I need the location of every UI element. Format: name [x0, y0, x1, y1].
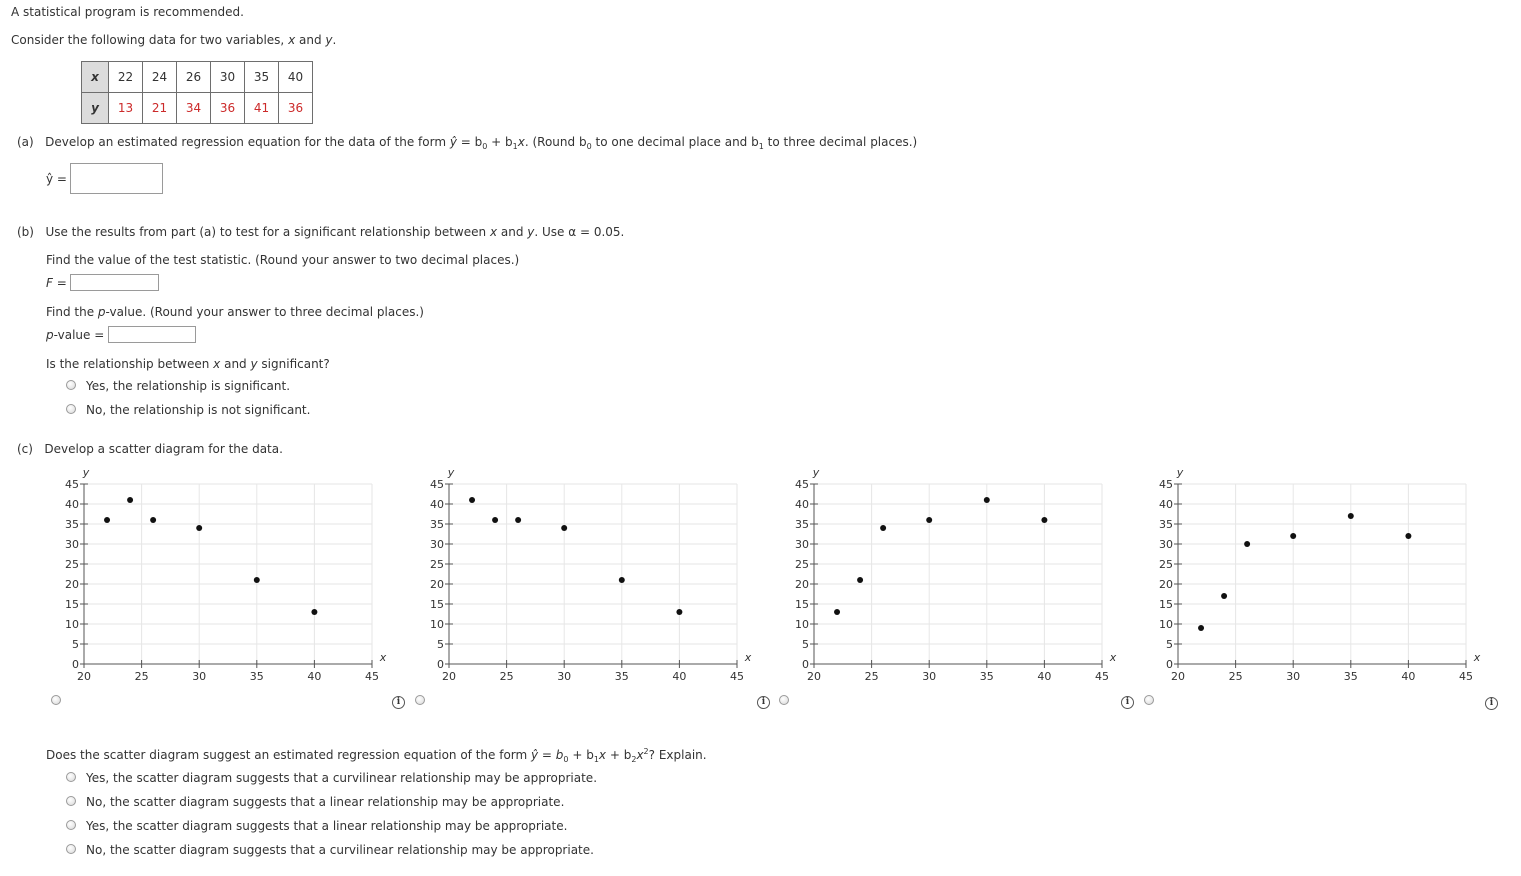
info-icon[interactable]: i [757, 696, 770, 709]
x-tick-label: 45 [365, 670, 379, 683]
table-y-header: y [82, 93, 109, 124]
x-tick-label: 40 [307, 670, 322, 683]
y-tick-label: 15 [1159, 598, 1173, 611]
y-tick-label: 40 [795, 498, 809, 511]
x-axis-label: x [379, 651, 387, 664]
intro-line-2: Consider the following data for two variables, x and y. [11, 33, 337, 47]
data-point [1221, 593, 1227, 599]
intro-line-1: A statistical program is recommended. [11, 5, 244, 19]
data-point [104, 517, 110, 523]
x-tick-label: 20 [807, 670, 821, 683]
y-tick-label: 20 [65, 578, 79, 591]
data-point [857, 577, 863, 583]
data-point [150, 517, 156, 523]
x-axis-label: x [1473, 651, 1481, 664]
part-b-prompt: (b) Use the results from part (a) to test for a significant relationship between x and y. Use α = 0.05. [17, 225, 625, 239]
data-point [492, 517, 498, 523]
x-tick-label: 20 [1171, 670, 1185, 683]
table-row-y [82, 93, 313, 124]
data-point [619, 577, 625, 583]
x-tick-label: 25 [1228, 670, 1243, 683]
data-point [880, 525, 886, 531]
data-point [127, 497, 133, 503]
y-tick-label: 40 [1159, 498, 1173, 511]
data-point [1041, 517, 1047, 523]
radio-linear-yes[interactable] [66, 820, 76, 830]
option-label: Yes, the relationship is significant. [86, 379, 291, 393]
y-tick-label: 20 [430, 578, 444, 591]
table-row-x [82, 62, 313, 93]
y-tick-label: 25 [1159, 558, 1173, 571]
info-icon[interactable]: i [392, 696, 405, 709]
y-tick-label: 0 [1166, 658, 1173, 671]
data-point [515, 517, 521, 523]
data-point [1244, 541, 1250, 547]
data-point [196, 525, 202, 531]
data-point [676, 609, 682, 615]
table-cell: 34 [177, 93, 211, 124]
y-tick-label: 25 [65, 558, 79, 571]
radio-significant-no[interactable] [66, 404, 76, 414]
data-point [254, 577, 260, 583]
x-tick-label: 25 [499, 670, 514, 683]
data-point [311, 609, 317, 615]
part-c-prompt: (c) Develop a scatter diagram for the data. [17, 442, 283, 456]
scatter-plot-2 [405, 462, 755, 687]
f-label: F = [46, 276, 67, 290]
y-tick-label: 10 [430, 618, 444, 631]
y-tick-label: 0 [802, 658, 809, 671]
table-cell: 26 [177, 62, 211, 93]
radio-plot-2[interactable] [415, 695, 425, 705]
y-tick-label: 30 [65, 538, 79, 551]
x-tick-label: 35 [1343, 670, 1358, 683]
x-tick-label: 20 [77, 670, 91, 683]
radio-linear-no[interactable] [66, 796, 76, 806]
y-axis-label: y [1176, 466, 1184, 479]
y-tick-label: 45 [65, 478, 79, 491]
y-tick-label: 5 [437, 638, 444, 651]
f-stat-input[interactable] [70, 274, 159, 291]
x-tick-label: 30 [192, 670, 207, 683]
y-tick-label: 20 [795, 578, 809, 591]
p-value-label: p-value = [46, 328, 105, 342]
x-tick-label: 35 [249, 670, 264, 683]
x-axis-label: x [744, 651, 752, 664]
y-tick-label: 45 [795, 478, 809, 491]
x-tick-label: 25 [134, 670, 149, 683]
yhat-input[interactable] [70, 163, 163, 194]
data-point [926, 517, 932, 523]
radio-plot-1[interactable] [51, 695, 61, 705]
p-value-prompt: Find the p-value. (Round your answer to three decimal places.) [46, 305, 424, 319]
radio-significant-yes[interactable] [66, 380, 76, 390]
y-tick-label: 15 [795, 598, 809, 611]
x-tick-label: 40 [672, 670, 687, 683]
x-tick-label: 40 [1037, 670, 1052, 683]
table-cell: 22 [109, 62, 143, 93]
y-tick-label: 35 [795, 518, 809, 531]
info-icon[interactable]: i [1485, 697, 1498, 710]
x-tick-label: 40 [1401, 670, 1416, 683]
y-tick-label: 10 [795, 618, 809, 631]
part-a-prompt: (a) Develop an estimated regression equation for the data of the form ŷ = $b_0 + b_1x$. (Round $b_0$ to one decimal place and $b_1$ to three decimal places.) [17, 135, 918, 151]
y-tick-label: 5 [802, 638, 809, 651]
y-tick-label: 15 [430, 598, 444, 611]
option-label: Yes, the scatter diagram suggests that a curvilinear relationship may be appropriate. [86, 771, 598, 785]
data-point [984, 497, 990, 503]
y-axis-label: y [447, 466, 455, 479]
y-tick-label: 15 [65, 598, 79, 611]
x-tick-label: 30 [557, 670, 572, 683]
y-tick-label: 10 [65, 618, 79, 631]
y-tick-label: 30 [1159, 538, 1173, 551]
x-tick-label: 35 [979, 670, 994, 683]
y-tick-label: 30 [430, 538, 444, 551]
x-axis-label: x [1109, 651, 1117, 664]
scatter-plot-4 [1134, 462, 1484, 687]
table-cell: 40 [279, 62, 313, 93]
y-tick-label: 35 [1159, 518, 1173, 531]
p-value-input[interactable] [108, 326, 196, 343]
x-tick-label: 45 [1459, 670, 1473, 683]
data-table [81, 61, 313, 124]
option-label: No, the scatter diagram suggests that a linear relationship may be appropriate. [86, 795, 565, 809]
y-tick-label: 40 [430, 498, 444, 511]
table-cell: 13 [109, 93, 143, 124]
x-tick-label: 20 [442, 670, 456, 683]
table-cell: 41 [245, 93, 279, 124]
y-tick-label: 45 [430, 478, 444, 491]
table-cell: 36 [211, 93, 245, 124]
y-tick-label: 5 [1166, 638, 1173, 651]
radio-curvilinear-no[interactable] [66, 844, 76, 854]
y-axis-label: y [812, 466, 820, 479]
table-cell: 30 [211, 62, 245, 93]
table-cell: 36 [279, 93, 313, 124]
y-tick-label: 0 [437, 658, 444, 671]
data-point [469, 497, 475, 503]
y-tick-label: 25 [430, 558, 444, 571]
data-point [1405, 533, 1411, 539]
x-tick-label: 30 [922, 670, 937, 683]
info-icon[interactable]: i [1121, 696, 1134, 709]
y-tick-label: 35 [430, 518, 444, 531]
data-point [1290, 533, 1296, 539]
y-tick-label: 20 [1159, 578, 1173, 591]
y-tick-label: 25 [795, 558, 809, 571]
option-label: No, the relationship is not significant. [86, 403, 311, 417]
test-stat-prompt: Find the value of the test statistic. (Round your answer to two decimal places.) [46, 253, 520, 267]
scatter-plot-3 [770, 462, 1120, 687]
yhat-label: ŷ = [46, 172, 67, 186]
table-cell: 24 [143, 62, 177, 93]
table-cell: 21 [143, 93, 177, 124]
x-tick-label: 45 [1095, 670, 1109, 683]
radio-plot-3[interactable] [779, 695, 789, 705]
x-tick-label: 45 [730, 670, 744, 683]
radio-plot-4[interactable] [1144, 695, 1154, 705]
data-point [1198, 625, 1204, 631]
option-label: No, the scatter diagram suggests that a curvilinear relationship may be appropriate. [86, 843, 594, 857]
table-x-header: x [82, 62, 109, 93]
x-tick-label: 25 [864, 670, 879, 683]
y-tick-label: 40 [65, 498, 79, 511]
x-tick-label: 35 [614, 670, 629, 683]
curvilinear-question: Does the scatter diagram suggest an estimated regression equation of the form ŷ = $b_0 + b_1x + b_2x^2$? Explain. [46, 747, 707, 764]
radio-curvilinear-yes[interactable] [66, 772, 76, 782]
data-point [561, 525, 567, 531]
y-tick-label: 45 [1159, 478, 1173, 491]
y-tick-label: 10 [1159, 618, 1173, 631]
significance-question: Is the relationship between x and y significant? [46, 357, 330, 371]
data-point [834, 609, 840, 615]
table-cell: 35 [245, 62, 279, 93]
option-label: Yes, the scatter diagram suggests that a linear relationship may be appropriate. [86, 819, 568, 833]
y-axis-label: y [82, 466, 90, 479]
scatter-plot-1 [40, 462, 390, 687]
y-tick-label: 30 [795, 538, 809, 551]
y-tick-label: 35 [65, 518, 79, 531]
x-tick-label: 30 [1286, 670, 1301, 683]
data-point [1348, 513, 1354, 519]
y-tick-label: 0 [72, 658, 79, 671]
y-tick-label: 5 [72, 638, 79, 651]
